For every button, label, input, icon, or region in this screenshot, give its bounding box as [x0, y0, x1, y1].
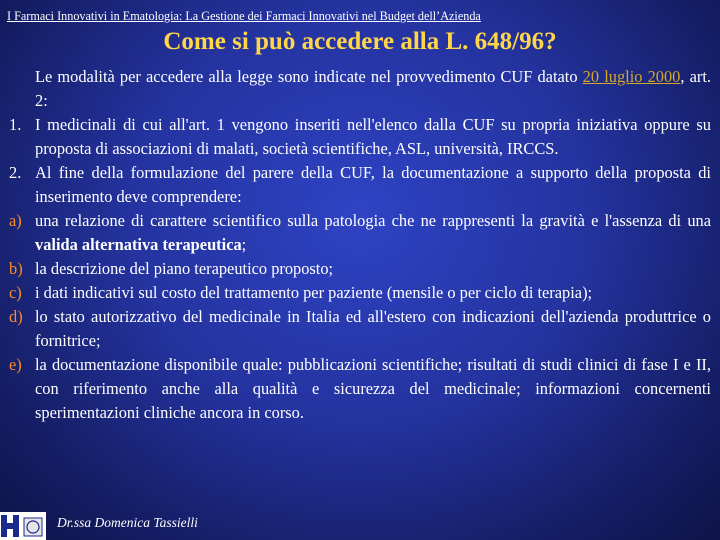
sub-item-d	[9, 305, 711, 353]
sub-item-text: i dati indicativi sul costo del trattamento per paziente (mensile o per ciclo di terapia);	[35, 283, 593, 302]
sub-item-text-after: ;	[241, 235, 247, 254]
sub-item-marker: b)	[9, 259, 23, 278]
list-marker: 1.	[9, 115, 22, 134]
list-item-2	[9, 161, 711, 209]
intro-text-after: , art. 2:	[35, 67, 711, 110]
sub-item-marker: c)	[9, 283, 22, 302]
sub-item-text	[35, 209, 711, 257]
intro-text-before: Le modalità per accedere alla legge sono indicate nel provvedimento CUF datato	[35, 67, 583, 86]
slide-title: Come si può accedere alla L. 648/96?	[163, 28, 557, 55]
bold-phrase: valida alternativa terapeutica	[35, 235, 242, 254]
sub-item-text: lo stato autorizzativo del medicinale in Italia ed all'estero con indicazioni dell'azienda produttrice o fornitrice;	[35, 307, 711, 350]
list-item-1	[9, 113, 711, 161]
date-link[interactable]: 20 luglio 2000	[582, 67, 681, 86]
sub-item-e	[9, 353, 711, 425]
sub-item-b	[9, 257, 711, 281]
slide-header: I Farmaci Innovativi in Ematologia: La Gestione dei Farmaci Innovativi nel Budget dell’Azienda	[7, 9, 481, 23]
sub-item-text: la documentazione disponibile quale: pubblicazioni scientifiche; risultati di studi clinici di fase I e II, con riferimento anche alla qualità e sicurezza del medicinale; informazioni concernenti sperimentazioni cliniche ancora in corso.	[35, 355, 711, 422]
slide-body	[9, 65, 711, 425]
list-marker: 2.	[9, 163, 22, 182]
sub-item-text-before: una relazione di carattere scientifico sulla patologia che ne rappresenti la gravità e l'assenza di una	[35, 211, 711, 230]
sub-item-marker: a)	[9, 211, 22, 230]
sub-item-c	[9, 281, 711, 305]
sub-item-a	[9, 209, 711, 257]
sub-item-text: la descrizione del piano terapeutico proposto;	[35, 259, 334, 278]
list-item-text: Al fine della formulazione del parere della CUF, la documentazione a supporto della proposta di inserimento deve comprendere:	[35, 163, 711, 206]
list-item-text: I medicinali di cui all'art. 1 vengono inseriti nell'elenco dalla CUF su propria iniziativa oppure su proposta di associazioni di malati, società scientifiche, ASL, università, IRCCS.	[35, 115, 711, 158]
intro-paragraph	[9, 65, 711, 113]
author-footer: Dr.ssa Domenica Tassielli	[57, 515, 198, 530]
sub-item-marker: d)	[9, 307, 23, 326]
sub-item-marker: e)	[9, 355, 22, 374]
hospital-logo-icon	[0, 512, 46, 540]
